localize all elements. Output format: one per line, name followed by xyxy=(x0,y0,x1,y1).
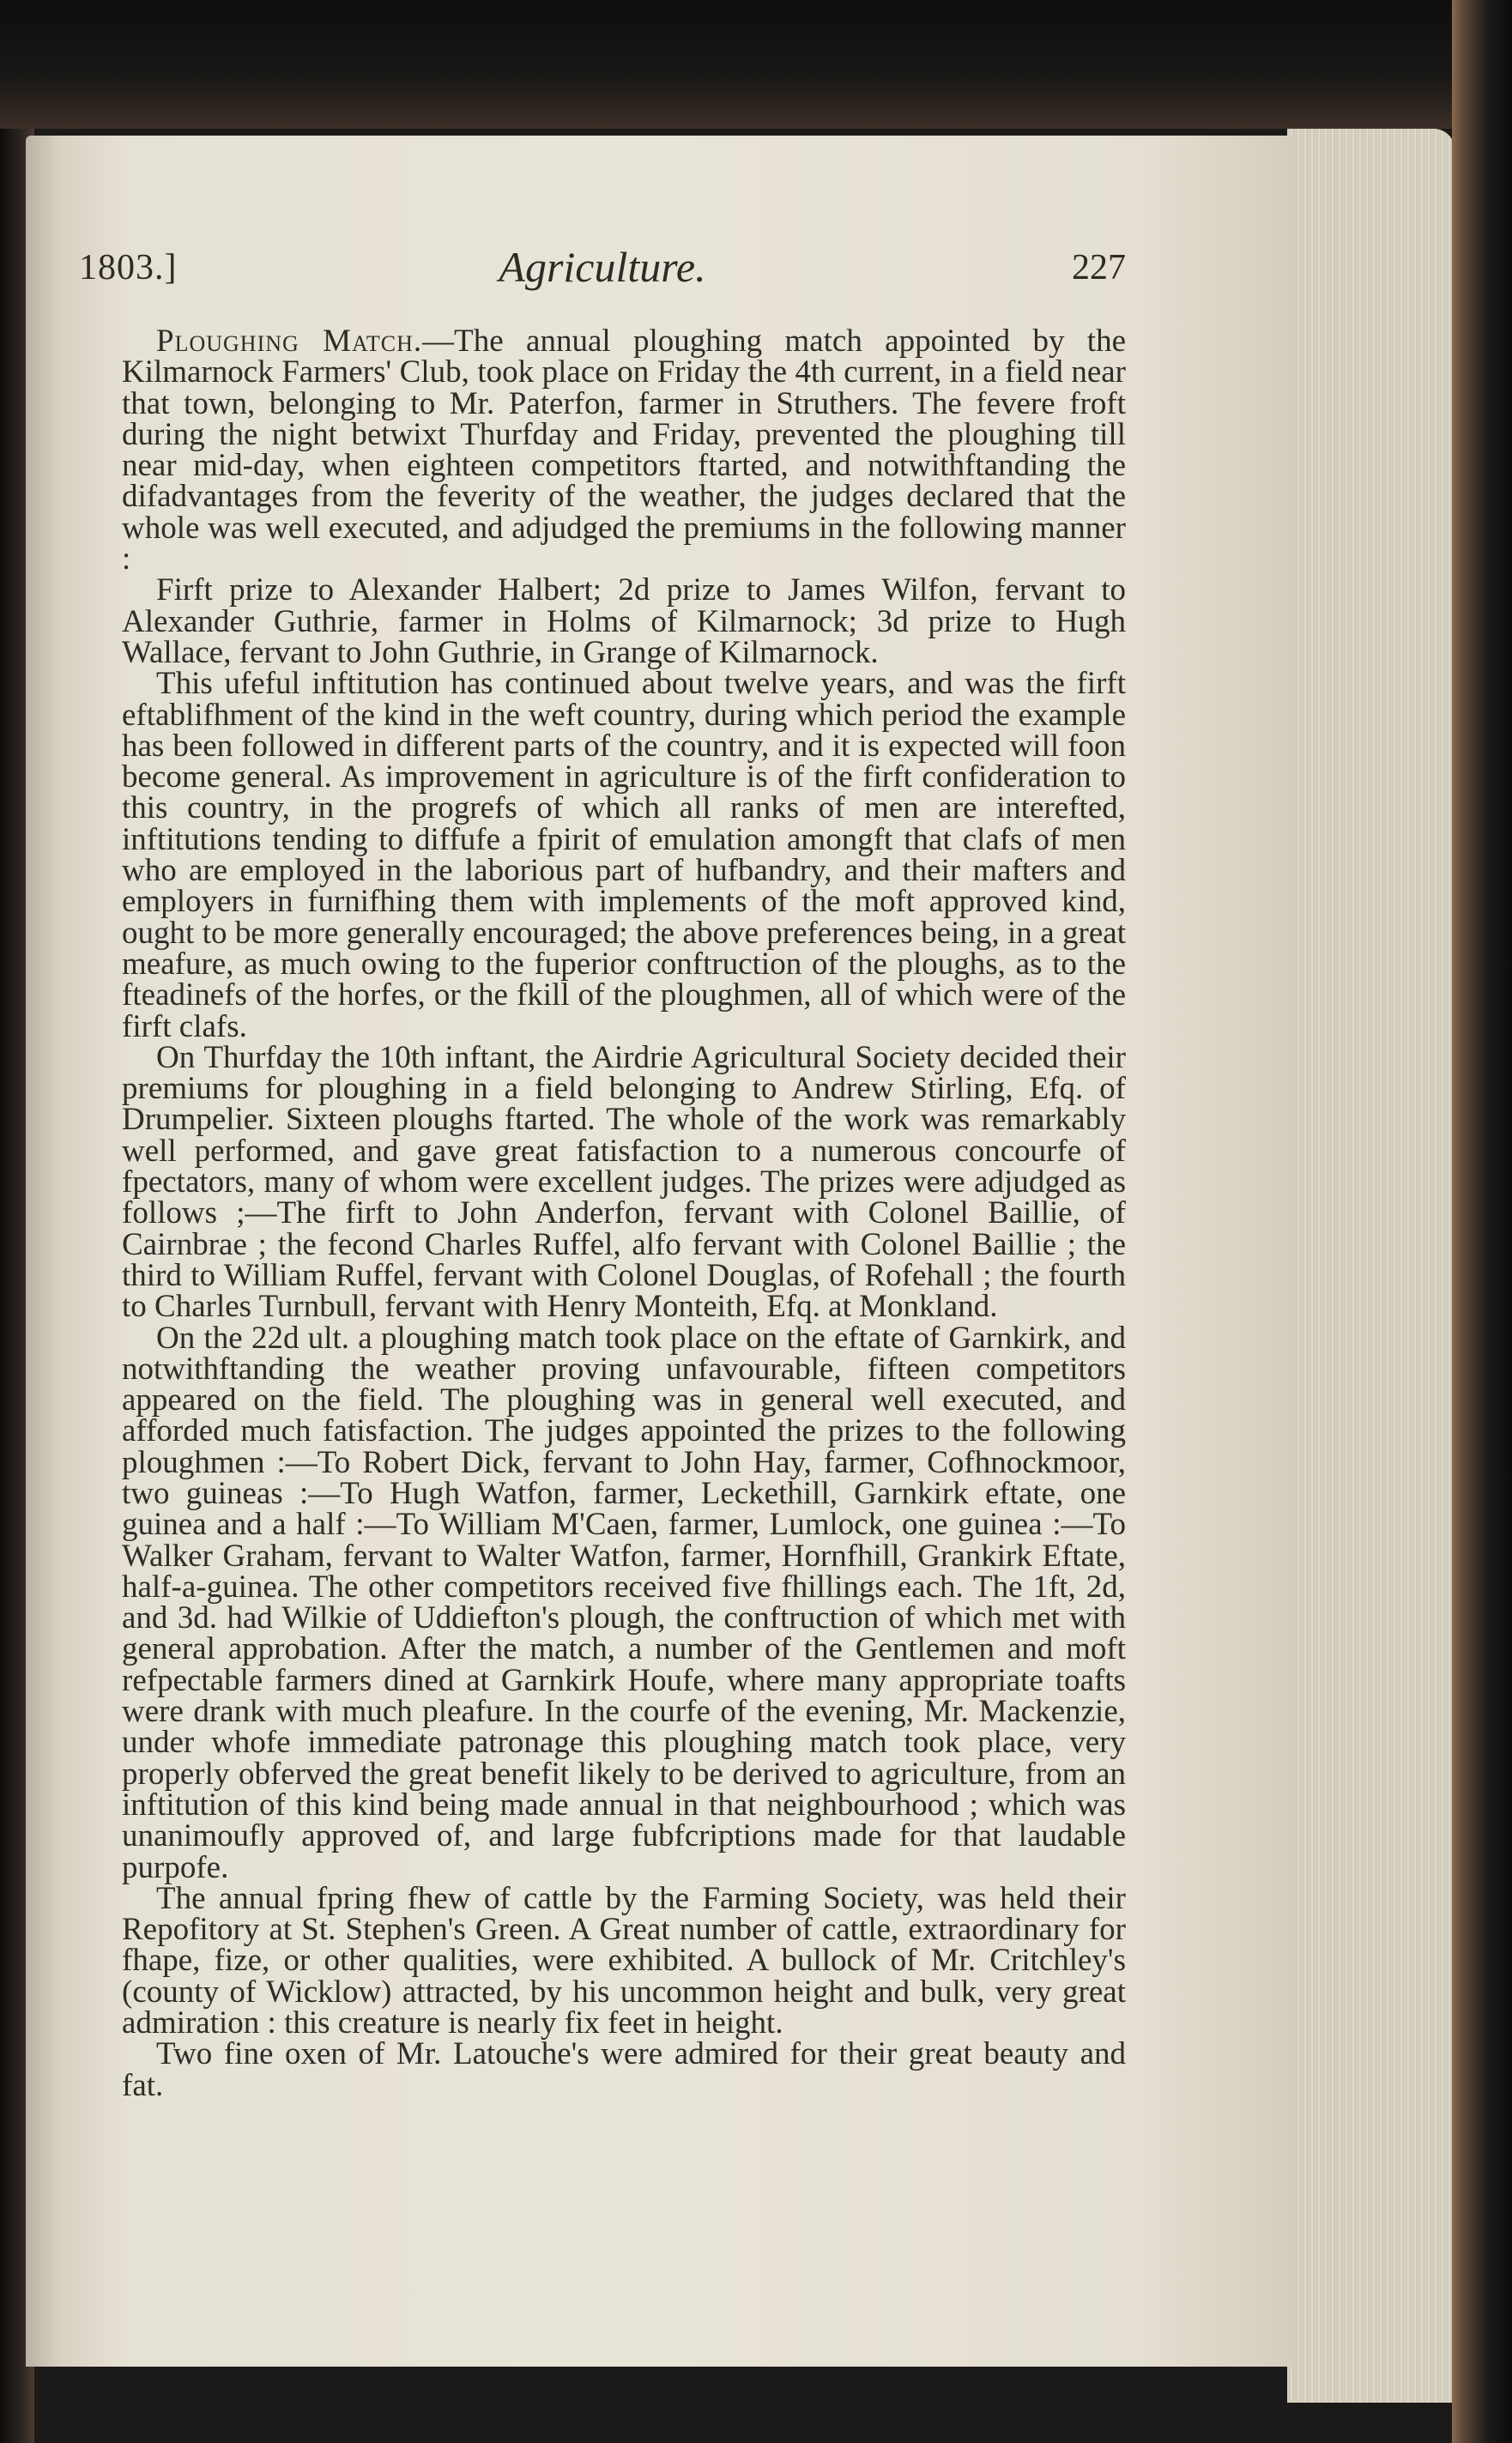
running-head xyxy=(79,243,1126,307)
page-number: 227 xyxy=(1072,248,1126,287)
paragraph-text: —The annual ploughing match appointed by the Kilmarnock Farmers' Club, took place on Friday the 4th current, in a field near that town, belonging to Mr. Paterfon, farmer in Struthers. The fevere froft during the night betwixt Thurfday and Friday, prevented the ploughing till near mid-day, when eighteen competitors ftarted, and notwithftanding the difadvantages from the feverity of the weather, the judges declared that the whole was well executed, and adjudged the premiums in the following manner : xyxy=(122,324,1126,577)
paragraph-institution: This ufeful inftitution has continued about twelve years, and was the firft eftablifhment of the kind in the weft country, during which period the example has been followed in different parts of the country, and it is expected will foon become general. As improvement in agriculture is of the firft confideration to this country, in the progrefs of which all ranks of men are interefted, inftitutions tending to diffufe a fpirit of emulation amongft that clafs of men who are employed in the laborious part of hufbandry, and their mafters and employers in furnifhing them with implements of the moft approved kind, ought to be more generally encouraged; the above preferences being, in a great meafure, as much owing to the fuperior conftruction of the ploughs, as to the fteadinefs of the horfes, or the fkill of the ploughmen, all of which were of the firft clafs. xyxy=(122,666,1126,1044)
paragraph-oxen: Two fine oxen of Mr. Latouche's were admired for their great beauty and fat. xyxy=(122,2036,1126,2103)
article-text xyxy=(122,326,1126,2101)
paragraph-garnkirk: On the 22d ult. a ploughing match took place on the eftate of Garnkirk, and notwithftanding the weather proving unfavourable, fifteen competitors appeared on the field. The ploughing was in general well executed, and afforded much fatisfaction. The judges appointed the prizes to the following ploughmen :—To Robert Dick, fervant to John Hay, farmer, Cofhnockmoor, two guineas :—To Hugh Watfon, farmer, Leckethill, Garnkirk eftate, one guinea and a half :—To William M'Caen, farmer, Lumlock, one guinea :—To Walker Graham, fervant to Walter Watfon, farmer, Hornfhill, Grankirk Eftate, half-a-guinea. The other competitors received five fhillings each. The 1ft, 2d, and 3d. had Wilkie of Uddiefton's plough, the conftruction of which met with general approbation. After the match, a number of the Gentlemen and moft refpectable farmers dined at Garnkirk Houfe, where many appropriate toafts were drank with much pleafure. In the courfe of the evening, Mr. Mackenzie, under whofe immediate patronage this ploughing match took place, very properly obferved the great benefit likely to be derived to agriculture, from an inftitution of this kind being made annual in that neighbourhood ; which was unanimoufly approved of, and large fubfcriptions made for that laudable purpofe. xyxy=(122,1320,1126,1885)
section-lead: Ploughing Match. xyxy=(156,324,423,359)
paragraph-ploughing-match xyxy=(122,326,1126,575)
paragraph-airdrie: On Thurfday the 10th inftant, the Airdrie Agricultural Society decided their premiums for ploughing in a field belonging to Andrew Stirling, Efq. of Drumpelier. Sixteen ploughs ftarted. The whole of the work was remarkably well performed, and gave great fatisfaction to a numerous concourfe of fpectators, many of whom were excellent judges. The prizes were adjudged as follows ;—The firft to John Anderfon, fervant with Colonel Baillie, of Cairnbrae ; the fecond Charles Ruffel, alfo fervant with Colonel Baillie ; the third to William Ruffel, fervant with Colonel Douglas, of Rofehall ; the fourth to Charles Turnbull, fervant with Henry Monteith, Efq. at Monkland. xyxy=(122,1039,1126,1325)
book-page xyxy=(26,136,1296,2367)
running-head-section: Agriculture. xyxy=(499,243,706,291)
paragraph-prizes: Firft prize to Alexander Halbert; 2d prize to James Wilfon, fervant to Alexander Guthrie, farmer in Holms of Kilmarnock; 3d prize to Hugh Wallace, fervant to John Guthrie, in Grange of Kilmarnock. xyxy=(122,572,1126,670)
page-edges xyxy=(1287,129,1455,2403)
running-head-year: 1803.] xyxy=(79,248,178,287)
book-cover-top-edge xyxy=(0,0,1512,129)
book-cover-right-edge xyxy=(1452,0,1512,2443)
paragraph-cattle-show: The annual fpring fhew of cattle by the Farming Society, was held their Repofitory at St. Stephen's Green. A Great number of cattle, extraordinary for fhape, fize, or other qualities, were exhibited. A bullock of Mr. Critchley's (county of Wicklow) attracted, by his uncommon height and bulk, very great admiration : this creature is nearly fix feet in height. xyxy=(122,1880,1126,2041)
